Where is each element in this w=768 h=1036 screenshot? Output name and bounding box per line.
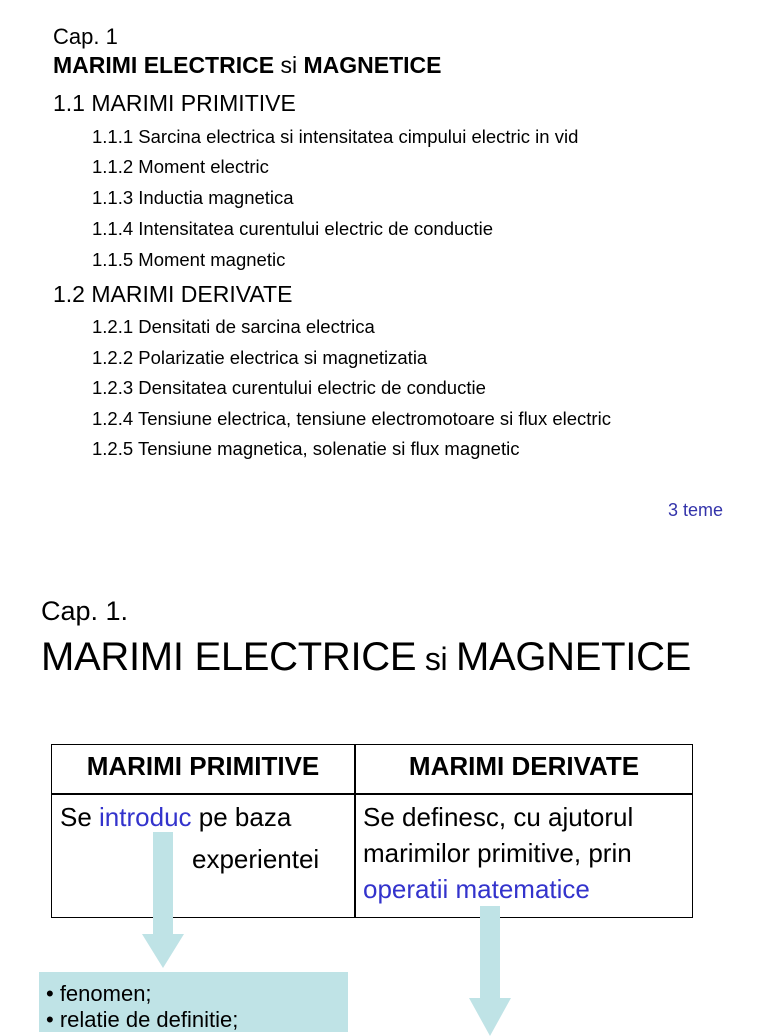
title-magnetice: MAGNETICE <box>303 52 442 78</box>
highlight-operatii: operatii matematice <box>363 874 590 904</box>
toc-item: 1.1.5 Moment magnetic <box>92 249 286 270</box>
toc-item: 1.2.2 Polarizatie electrica si magnetizatia <box>92 347 428 368</box>
toc-item: 1.2.3 Densitatea curentului electric de conductie <box>92 377 486 398</box>
toc-item: 1.2.1 Densitati de sarcina electrica <box>92 316 375 337</box>
header-derived: MARIMI DERIVATE <box>408 751 640 781</box>
chapter-label-2: Cap. 1. <box>41 596 129 626</box>
toc-item: 1.1.1 Sarcina electrica si intensitatea cimpului electric in vid <box>92 126 579 147</box>
cell-derived <box>363 799 633 907</box>
title-electrice: MARIMI ELECTRICE <box>53 52 275 78</box>
cell-text: Se <box>60 802 100 832</box>
arrow-down-left-icon <box>142 832 184 968</box>
title2-si: si <box>416 641 456 677</box>
toc-item: 1.1.3 Inductia magnetica <box>92 187 294 208</box>
cell-derived-line2: marimilor primitive, prin <box>363 838 632 868</box>
toc-item: 1.1.4 Intensitatea curentului electric de conductie <box>92 218 494 239</box>
arrow-down-right-icon <box>469 906 511 1036</box>
chapter-label: Cap. 1 <box>53 24 118 49</box>
cell-primitive-line2: experientei <box>192 844 320 874</box>
highlight-introduc: introduc <box>99 802 192 832</box>
title2-magnetice: MAGNETICE <box>455 635 692 679</box>
header-primitive: MARIMI PRIMITIVE <box>86 751 320 781</box>
title-si: si <box>274 52 304 78</box>
chapter-title-2 <box>41 635 691 680</box>
cell-primitive-line1 <box>60 799 291 835</box>
cell-derived-line1: Se definesc, cu ajutorul <box>363 802 634 832</box>
toc-item: 1.2.4 Tensiune electrica, tensiune electromotoare si flux electric <box>92 408 611 429</box>
cell-text: pe baza <box>191 802 292 832</box>
chapter-title <box>53 52 441 79</box>
teme-count: 3 teme <box>668 500 724 520</box>
bullet-item: • relatie de definitie; <box>46 1007 239 1032</box>
section-heading: 1.2 MARIMI DERIVATE <box>53 281 293 307</box>
title2-electrice: MARIMI ELECTRICE <box>41 635 417 679</box>
table-divider-horizontal <box>52 793 692 795</box>
section-heading: 1.1 MARIMI PRIMITIVE <box>53 90 296 116</box>
bullet-item: • fenomen; <box>46 981 152 1006</box>
toc-item: 1.2.5 Tensiune magnetica, solenatie si flux magnetic <box>92 438 520 459</box>
toc-item: 1.1.2 Moment electric <box>92 156 269 177</box>
